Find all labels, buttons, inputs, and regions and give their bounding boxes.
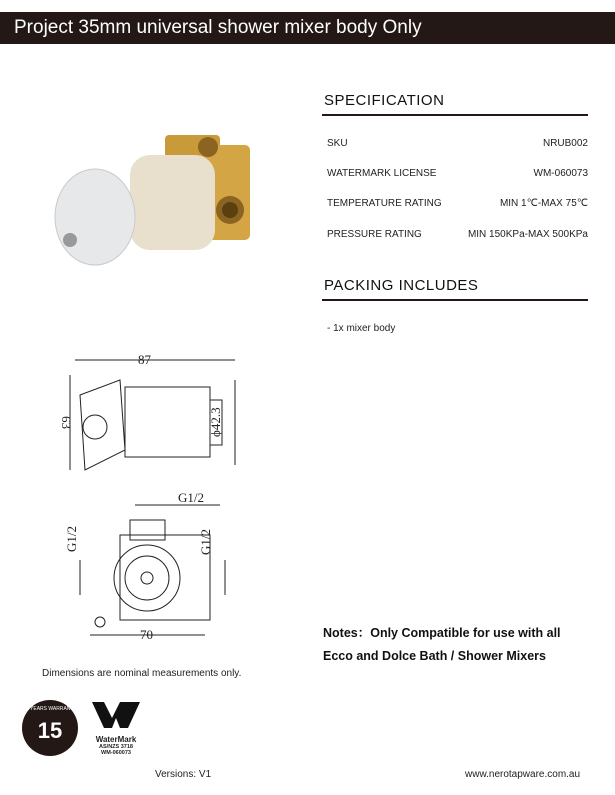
- packing-item: - 1x mixer body: [327, 323, 396, 334]
- base-width-dimension: 70: [140, 627, 153, 642]
- warranty-badge: 15 YEARS WARRANTY 15: [22, 700, 78, 756]
- packing-heading: PACKING INCLUDES: [324, 277, 479, 294]
- product-image: [40, 125, 280, 275]
- divider: [322, 299, 588, 301]
- thread-left-dimension: G1/2: [64, 526, 79, 552]
- side-view-drawing: [50, 345, 260, 485]
- dimensions-note: Dimensions are nominal measurements only.: [42, 668, 242, 679]
- notes: Notes：Only Compatible for use with all Ecco and Dolce Bath / Shower Mixers: [323, 626, 561, 663]
- version: Versions: V1: [155, 769, 212, 780]
- spec-row: TEMPERATURE RATING MIN 1℃-MAX 75℃: [327, 198, 588, 209]
- specification-heading: SPECIFICATION: [324, 92, 445, 109]
- spec-row: WATERMARK LICENSE WM-060073: [327, 168, 588, 179]
- divider: [322, 114, 588, 116]
- spec-row: PRESSURE RATING MIN 150KPa-MAX 500KPa: [327, 229, 588, 240]
- height-dimension: 63: [59, 416, 74, 429]
- width-dimension: 87: [138, 352, 151, 367]
- front-view-drawing: [60, 490, 250, 650]
- watermark-icon: [90, 700, 142, 730]
- website-link[interactable]: www.nerotapware.com.au: [465, 769, 581, 780]
- diameter-dimension: ϕ42.3: [208, 407, 223, 437]
- thread-right-dimension: G1/2: [198, 529, 213, 555]
- watermark-logo: WaterMark AS/NZS 3718 WM-060073: [88, 700, 144, 756]
- thread-top-dimension: G1/2: [178, 490, 204, 505]
- page-title: Project 35mm universal shower mixer body Only: [0, 12, 615, 44]
- spec-row: SKU NRUB002: [327, 138, 588, 149]
